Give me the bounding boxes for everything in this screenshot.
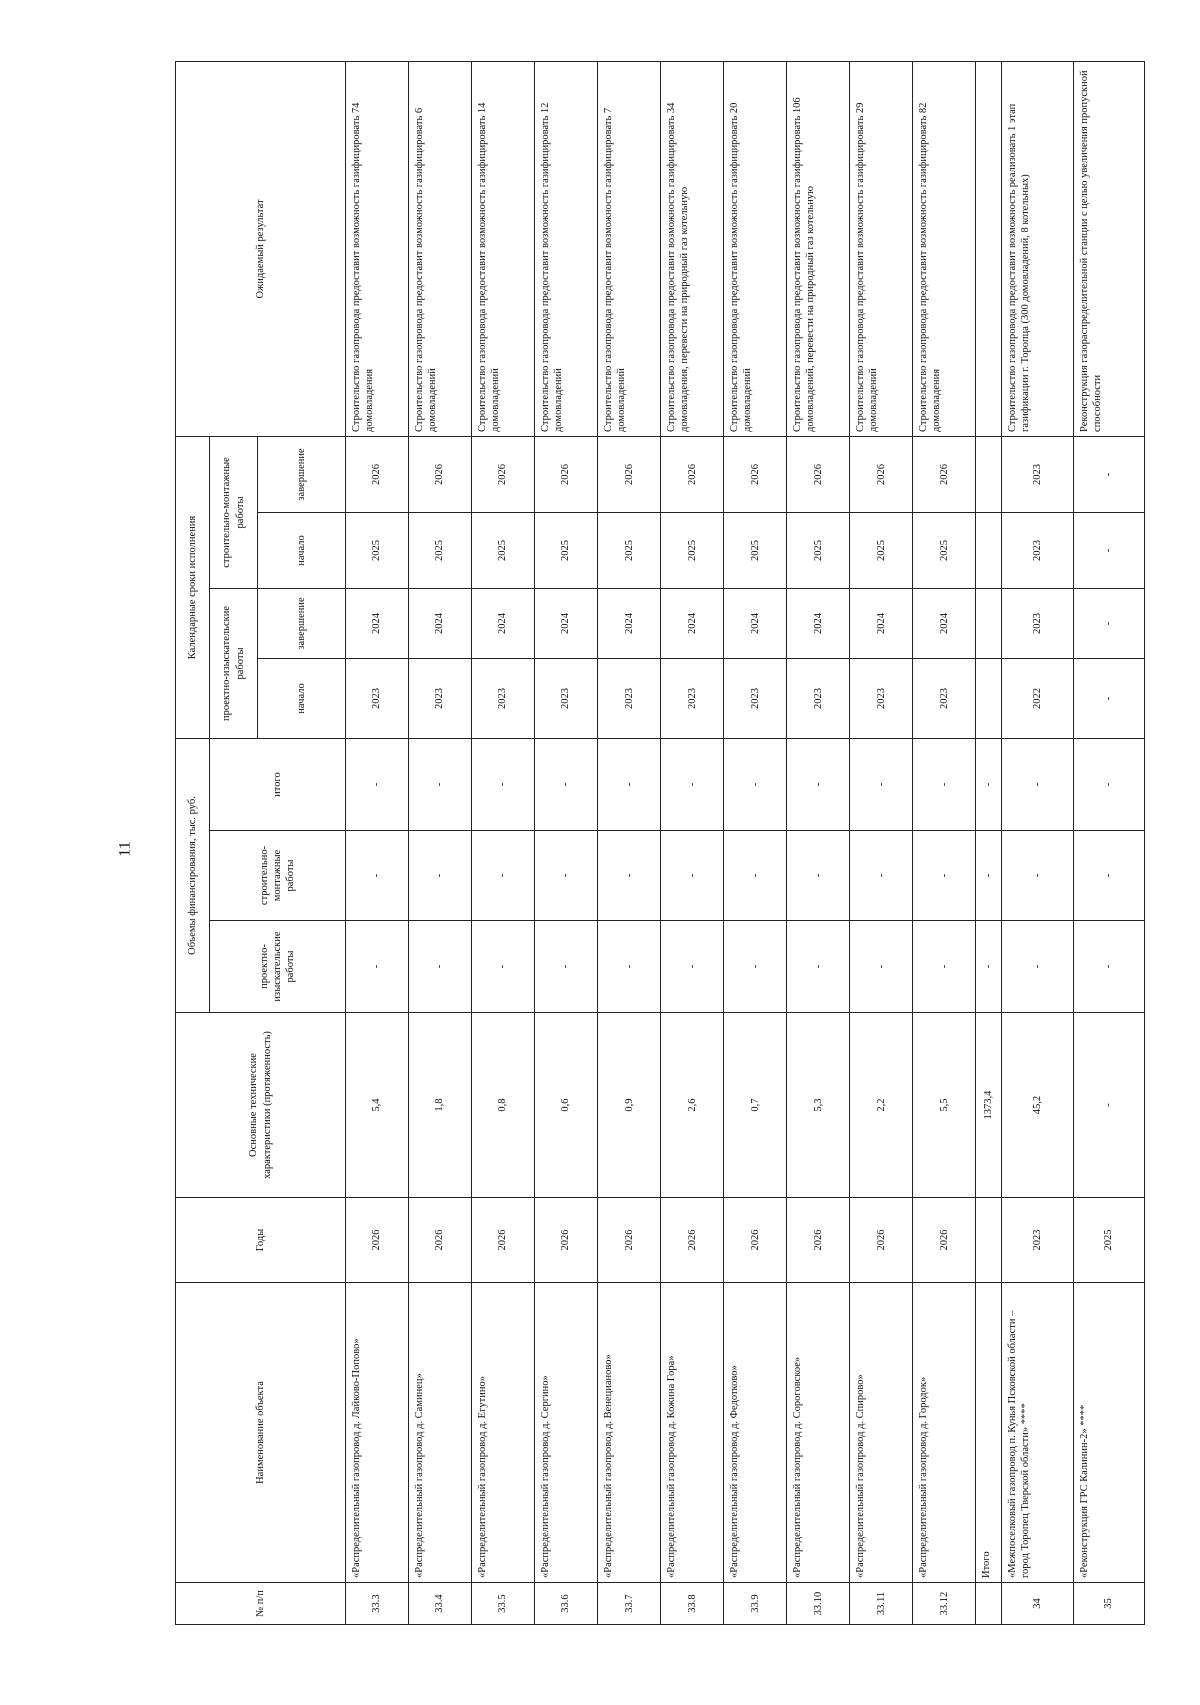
- construction-end: 2026: [724, 436, 787, 512]
- header-construction-start: начало: [258, 512, 346, 588]
- row-number: 33.6: [535, 1583, 598, 1625]
- expected-result: Строительство газопровода предоставит возможность газифицировать 12 домовладений: [535, 61, 598, 436]
- finance-construction: -: [346, 831, 409, 921]
- object-name: «Распределительный газопровод д. Венецианово»: [598, 1283, 661, 1583]
- table-row: [913, 61, 976, 1624]
- construction-start: 2025: [472, 512, 535, 588]
- header-finance-group: Объемы финансирования, тыс. руб.: [176, 738, 210, 1012]
- years: 2026: [661, 1198, 724, 1283]
- finance-total: -: [850, 738, 913, 830]
- finance-total: -: [1002, 738, 1073, 830]
- header-name: Наименование объекта: [176, 1283, 346, 1583]
- total-empty: [976, 61, 1002, 436]
- design-start: 2023: [346, 658, 409, 738]
- finance-construction: -: [472, 831, 535, 921]
- object-name: «Распределительный газопровод д. Городок»: [913, 1283, 976, 1583]
- tech-length: 1,8: [409, 1013, 472, 1198]
- row-number: 35: [1073, 1583, 1144, 1625]
- finance-construction: -: [1002, 831, 1073, 921]
- table-row: [1073, 61, 1144, 1624]
- table-row: [598, 61, 661, 1624]
- design-end: 2024: [787, 588, 850, 658]
- construction-start: 2025: [661, 512, 724, 588]
- table-row: [724, 61, 787, 1624]
- finance-design: -: [1073, 921, 1144, 1013]
- object-name: «Распределительный газопровод д. Лайково-Попово»: [346, 1283, 409, 1583]
- construction-start: 2025: [787, 512, 850, 588]
- table-body: [346, 61, 1145, 1624]
- construction-end: 2026: [913, 436, 976, 512]
- table-header: [176, 61, 346, 1624]
- construction-end: 2026: [787, 436, 850, 512]
- finance-total: -: [1073, 738, 1144, 830]
- tech-length: 5,5: [913, 1013, 976, 1198]
- header-result: Ожидаемый результат: [176, 61, 346, 436]
- finance-design: -: [1002, 921, 1073, 1013]
- design-start: 2023: [598, 658, 661, 738]
- finance-construction: -: [661, 831, 724, 921]
- construction-end: 2026: [409, 436, 472, 512]
- finance-total: -: [913, 738, 976, 830]
- design-start: 2023: [850, 658, 913, 738]
- header-cal-construction: строительно-монтажные работы: [210, 436, 258, 588]
- design-end: 2024: [472, 588, 535, 658]
- finance-design: -: [913, 921, 976, 1013]
- design-start: 2023: [913, 658, 976, 738]
- construction-start: 2025: [598, 512, 661, 588]
- header-calendar-group: Календарные сроки исполнения: [176, 436, 210, 738]
- table-row: [661, 61, 724, 1624]
- row-number: 33.3: [346, 1583, 409, 1625]
- table-row: [346, 61, 409, 1624]
- total-years: [976, 1198, 1002, 1283]
- finance-design: -: [661, 921, 724, 1013]
- total-empty: [976, 512, 1002, 588]
- header-tech: Основные технические характеристики (протяженность): [176, 1013, 346, 1198]
- design-start: -: [1073, 658, 1144, 738]
- total-empty: [976, 588, 1002, 658]
- design-end: 2024: [724, 588, 787, 658]
- total-label: Итого: [976, 1283, 1002, 1583]
- expected-result: Строительство газопровода предоставит возможность газифицировать 34 домовладения, перевести на природный газ котельную: [661, 61, 724, 436]
- object-name: «Распределительный газопровод д. Сороговское»: [787, 1283, 850, 1583]
- header-num: № п/п: [176, 1583, 346, 1625]
- design-start: 2023: [724, 658, 787, 738]
- total-finance-construction: -: [976, 831, 1002, 921]
- tech-length: 2,6: [661, 1013, 724, 1198]
- design-start: 2023: [472, 658, 535, 738]
- total-num: [976, 1583, 1002, 1625]
- expected-result: Строительство газопровода предоставит возможность газифицировать 29 домовладений: [850, 61, 913, 436]
- construction-end: 2026: [661, 436, 724, 512]
- finance-total: -: [598, 738, 661, 830]
- row-number: 33.4: [409, 1583, 472, 1625]
- table-row: [850, 61, 913, 1624]
- design-end: 2024: [535, 588, 598, 658]
- design-start: 2023: [787, 658, 850, 738]
- years: 2026: [598, 1198, 661, 1283]
- years: 2026: [535, 1198, 598, 1283]
- header-fin-total: итого: [210, 738, 346, 830]
- construction-start: 2025: [913, 512, 976, 588]
- design-end: 2024: [598, 588, 661, 658]
- finance-construction: -: [535, 831, 598, 921]
- total-finance-total: -: [976, 738, 1002, 830]
- table-row: [787, 61, 850, 1624]
- finance-construction: -: [850, 831, 913, 921]
- design-end: -: [1073, 588, 1144, 658]
- construction-end: 2026: [535, 436, 598, 512]
- header-cal-design: проектно-изыскательские работы: [210, 588, 258, 738]
- object-name: «Распределительный газопровод д. Федотково»: [724, 1283, 787, 1583]
- years: 2026: [409, 1198, 472, 1283]
- page-number: 11: [116, 841, 134, 857]
- years: 2026: [787, 1198, 850, 1283]
- tech-length: 0,6: [535, 1013, 598, 1198]
- design-start: 2023: [661, 658, 724, 738]
- finance-design: -: [472, 921, 535, 1013]
- design-end: 2024: [850, 588, 913, 658]
- finance-design: -: [598, 921, 661, 1013]
- row-number: 33.12: [913, 1583, 976, 1625]
- finance-construction: -: [913, 831, 976, 921]
- tech-length: 0,9: [598, 1013, 661, 1198]
- object-name: «Распределительный газопровод д. Кожина Гора»: [661, 1283, 724, 1583]
- years: 2026: [913, 1198, 976, 1283]
- tech-length: 45,2: [1002, 1013, 1073, 1198]
- expected-result: Строительство газопровода предоставит возможность газифицировать 20 домовладений: [724, 61, 787, 436]
- design-end: 2024: [409, 588, 472, 658]
- finance-design: -: [535, 921, 598, 1013]
- total-empty: [976, 436, 1002, 512]
- object-name: «Распределительный газопровод д. Егутино»: [472, 1283, 535, 1583]
- finance-total: -: [472, 738, 535, 830]
- tech-length: 0,8: [472, 1013, 535, 1198]
- years: 2026: [472, 1198, 535, 1283]
- header-design-start: начало: [258, 658, 346, 738]
- construction-start: 2025: [409, 512, 472, 588]
- total-empty: [976, 658, 1002, 738]
- construction-start: 2025: [535, 512, 598, 588]
- construction-end: 2026: [850, 436, 913, 512]
- header-construction-end: завершение: [258, 436, 346, 512]
- expected-result: Строительство газопровода предоставит возможность газифицировать 82 домовладения: [913, 61, 976, 436]
- construction-end: 2026: [346, 436, 409, 512]
- construction-start: 2025: [346, 512, 409, 588]
- years: 2026: [850, 1198, 913, 1283]
- years: 2026: [346, 1198, 409, 1283]
- gas-objects-table: [175, 61, 1145, 1625]
- finance-construction: -: [598, 831, 661, 921]
- object-name: «Распределительный газопровод д. Саминец»: [409, 1283, 472, 1583]
- total-finance-design: -: [976, 921, 1002, 1013]
- object-name: «Реконструкция ГРС Калинин-2» ****: [1073, 1283, 1144, 1583]
- rotated-table-wrapper: [175, 62, 1145, 1625]
- finance-design: -: [724, 921, 787, 1013]
- table-row: [535, 61, 598, 1624]
- table-row: [472, 61, 535, 1624]
- table-row: [1002, 61, 1073, 1624]
- design-end: 2023: [1002, 588, 1073, 658]
- construction-start: -: [1073, 512, 1144, 588]
- row-number: 34: [1002, 1583, 1073, 1625]
- design-start: 2023: [535, 658, 598, 738]
- years: 2026: [724, 1198, 787, 1283]
- tech-length: 5,4: [346, 1013, 409, 1198]
- finance-total: -: [787, 738, 850, 830]
- row-number: 33.11: [850, 1583, 913, 1625]
- expected-result: Строительство газопровода предоставит возможность газифицировать 7 домовладений: [598, 61, 661, 436]
- tech-length: 0,7: [724, 1013, 787, 1198]
- finance-construction: -: [787, 831, 850, 921]
- row-number: 33.10: [787, 1583, 850, 1625]
- row-number: 33.8: [661, 1583, 724, 1625]
- construction-end: 2026: [598, 436, 661, 512]
- expected-result: Строительство газопровода предоставит возможность реализовать 1 этап газификации г. Торопца (300 домовладений, 8 котельных): [1002, 61, 1073, 436]
- finance-total: -: [724, 738, 787, 830]
- header-fin-design: проектно-изыскательские работы: [210, 921, 346, 1013]
- object-name: «Межпоселковый газопровод п. Кунья Псковской области – город Торопец Тверской области» ****: [1002, 1283, 1073, 1583]
- finance-design: -: [850, 921, 913, 1013]
- finance-construction: -: [409, 831, 472, 921]
- tech-length: -: [1073, 1013, 1144, 1198]
- years: 2025: [1073, 1198, 1144, 1283]
- expected-result: Строительство газопровода предоставит возможность газифицировать 14 домовладений: [472, 61, 535, 436]
- object-name: «Распределительный газопровод д. Спирово»: [850, 1283, 913, 1583]
- construction-start: 2025: [724, 512, 787, 588]
- finance-total: -: [661, 738, 724, 830]
- expected-result: Строительство газопровода предоставит возможность газифицировать 6 домовладений: [409, 61, 472, 436]
- header-design-end: завершение: [258, 588, 346, 658]
- header-fin-construction: строительно-монтажные работы: [210, 831, 346, 921]
- years: 2023: [1002, 1198, 1073, 1283]
- row-number: 33.7: [598, 1583, 661, 1625]
- finance-total: -: [409, 738, 472, 830]
- construction-end: 2023: [1002, 436, 1073, 512]
- finance-design: -: [409, 921, 472, 1013]
- construction-start: 2025: [850, 512, 913, 588]
- object-name: «Распределительный газопровод д. Сергино»: [535, 1283, 598, 1583]
- row-number: 33.9: [724, 1583, 787, 1625]
- tech-length: 2,2: [850, 1013, 913, 1198]
- finance-design: -: [787, 921, 850, 1013]
- finance-total: -: [535, 738, 598, 830]
- expected-result: Строительство газопровода предоставит возможность газифицировать 106 домовладений, перевести на природный газ котельную: [787, 61, 850, 436]
- total-row: [976, 61, 1002, 1624]
- construction-start: 2023: [1002, 512, 1073, 588]
- design-start: 2023: [409, 658, 472, 738]
- design-end: 2024: [661, 588, 724, 658]
- finance-design: -: [346, 921, 409, 1013]
- finance-total: -: [346, 738, 409, 830]
- construction-end: -: [1073, 436, 1144, 512]
- finance-construction: -: [1073, 831, 1144, 921]
- table-row: [409, 61, 472, 1624]
- total-tech: 1373,4: [976, 1013, 1002, 1198]
- row-number: 33.5: [472, 1583, 535, 1625]
- expected-result: Реконструкция газораспределительной станции с целью увеличения пропускной способности: [1073, 61, 1144, 436]
- tech-length: 5,3: [787, 1013, 850, 1198]
- header-years: Годы: [176, 1198, 346, 1283]
- design-end: 2024: [346, 588, 409, 658]
- finance-construction: -: [724, 831, 787, 921]
- construction-end: 2026: [472, 436, 535, 512]
- design-end: 2024: [913, 588, 976, 658]
- expected-result: Строительство газопровода предоставит возможность газифицировать 74 домовладения: [346, 61, 409, 436]
- design-start: 2022: [1002, 658, 1073, 738]
